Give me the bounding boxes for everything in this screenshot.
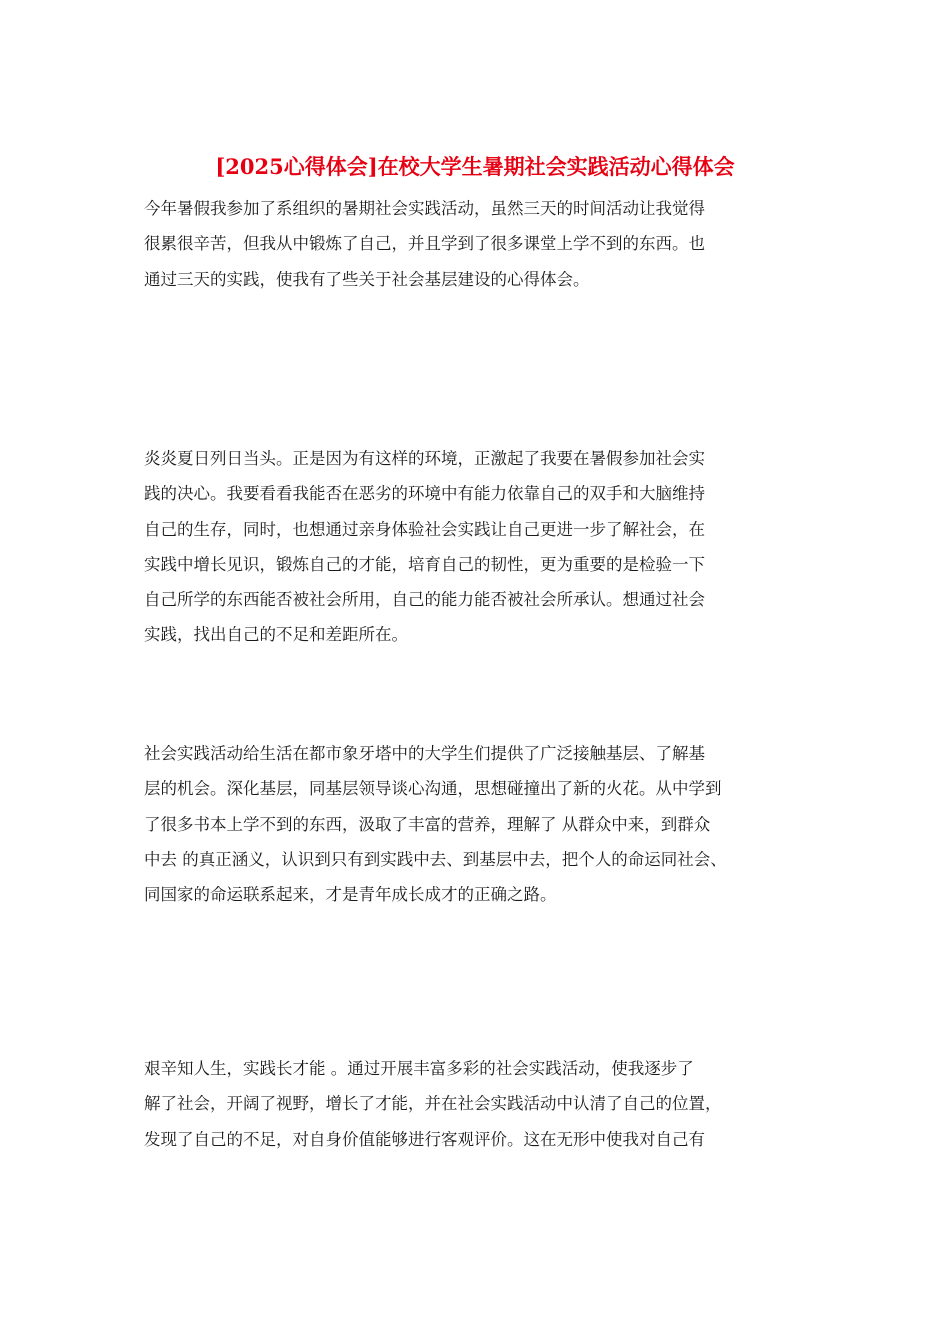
paragraph-3	[144, 736, 844, 912]
paragraph-line: 很累很辛苦，但我从中锻炼了自己，并且学到了很多课堂上学不到的东西。也	[144, 234, 705, 254]
paragraph-line: 实践，找出自己的不足和差距所在。	[144, 625, 408, 645]
paragraph-line: 通过三天的实践，使我有了些关于社会基层建设的心得体会。	[144, 269, 590, 289]
paragraph-line: 实践中增长见识，锻炼自己的才能，培育自己的韧性，更为重要的是检验一下	[144, 554, 705, 574]
paragraph-line: 践的决心。我要看看我能否在恶劣的环境中有能力依靠自己的双手和大脑维持	[144, 484, 705, 504]
paragraph-line: 社会实践活动给生活在都市象牙塔中的大学生们提供了广泛接触基层、了解基	[144, 744, 705, 763]
paragraph-line: 解了社会，开阔了视野，增长了才能，并在社会实践活动中认清了自己的位置，	[144, 1094, 722, 1114]
paragraph-2	[144, 441, 844, 653]
paragraph-line: 艰辛知人生，实践长才能 。通过开展丰富多彩的社会实践活动，使我逐步了	[144, 1059, 694, 1078]
paragraph-1	[144, 191, 844, 297]
paragraph-line: 发现了自己的不足，对自身价值能够进行客观评价。这在无形中使我对自己有	[144, 1129, 705, 1149]
paragraph-line: 今年暑假我参加了系组织的暑期社会实践活动，虽然三天的时间活动让我觉得	[144, 199, 705, 218]
document-title: [2025心得体会]在校大学生暑期社会实践活动心得体会	[215, 154, 735, 179]
paragraph-line: 自己的生存，同时，也想通过亲身体验社会实践让自己更进一步了解社会，在	[144, 519, 705, 539]
paragraph-line: 层的机会。深化基层，同基层领导谈心沟通，思想碰撞出了新的火花。从中学到	[144, 779, 722, 799]
paragraph-line: 自己所学的东西能否被社会所用，自己的能力能否被社会所承认。想通过社会	[144, 590, 705, 610]
paragraph-line: 中去 的真正涵义，认识到只有到实践中去、到基层中去，把个人的命运同社会、	[144, 849, 727, 869]
paragraph-4	[144, 1051, 844, 1157]
paragraph-line: 同国家的命运联系起来，才是青年成长成才的正确之路。	[144, 885, 557, 905]
paragraph-line: 了很多书本上学不到的东西，汲取了丰富的营养，理解了 从群众中来，到群众	[144, 814, 711, 834]
paragraph-line: 炎炎夏日列日当头。正是因为有这样的环境，正激起了我要在暑假参加社会实	[144, 449, 705, 468]
